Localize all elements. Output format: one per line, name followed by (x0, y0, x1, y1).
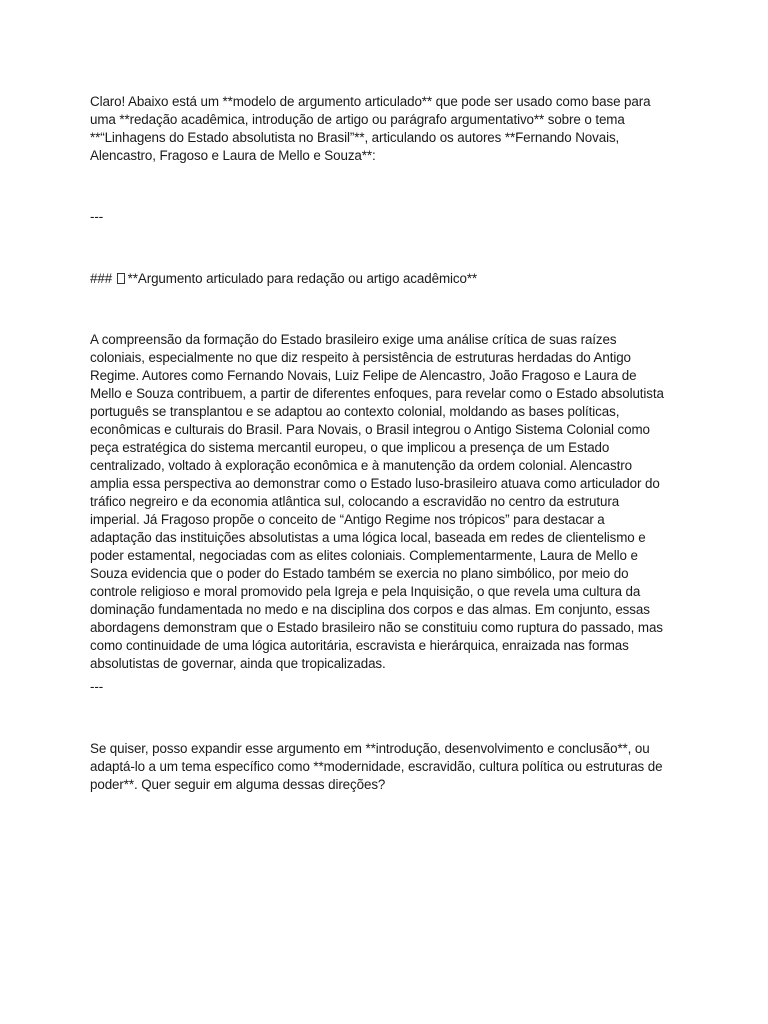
missing-glyph-icon (117, 273, 125, 284)
heading-text: **Argumento articulado para redação ou artigo acadêmico** (127, 271, 478, 286)
section-heading (90, 270, 665, 288)
closing-paragraph: Se quiser, posso expandir esse argumento em **introdução, desenvolvimento e conclusão**, ou adaptá-lo a um tema específico como **modernidade, escravidão, cultura política ou estruturas de poder**. Quer seguir em alguma dessas direções? (90, 741, 663, 792)
separator-line: --- (90, 679, 104, 694)
intro-paragraph: Claro! Abaixo está um **modelo de argumento articulado** que pode ser usado como base para uma **redação acadêmica, introdução de artigo ou parágrafo argumentativo** sobre o tema **“Linhagens do Estado absolutista no Brasil”**, articulando os autores **Fernando Novais, Alencastro, Fragoso e Laura de Mello e Souza**: (90, 94, 651, 163)
separator-line: --- (90, 209, 104, 224)
body-paragraph: A compreensão da formação do Estado brasileiro exige uma análise crítica de suas raízes coloniais, especialmente no que diz respeito à persistência de estruturas herdadas do Antigo Regime. Autores como Fernando Novais, Luiz Felipe de Alencastro, João Fragoso e Laura de Mello e Souza contribuem, a partir de diferentes enfoques, para revelar como o Estado absolutista português se transplantou e se adaptou ao contexto colonial, moldando as bases políticas, econômicas e culturais do Brasil. Para Novais, o Brasil integrou o Antigo Sistema Colonial como peça estratégica do sistema mercantil europeu, o que implicou a presença de um Estado centralizado, voltado à exploração econômica e à manutenção da ordem colonial. Alencastro amplia essa perspectiva ao demonstrar como o Estado luso-brasileiro atuava como articulador do tráfico negreiro e da economia atlântica sul, colocando a escravidão no centro da estrutura imperial. Já Fragoso propõe o conceito de “Antigo Regime nos trópicos” para destacar a adaptação das instituições absolutistas a uma lógica local, baseada em redes de clientelismo e poder estamental, negociadas com as elites coloniais. Complementarmente, Laura de Mello e Souza evidencia que o poder do Estado também se exercia no plano simbólico, por meio do controle religioso e moral promovido pela Igreja e pela Inquisição, o que revela uma cultura da dominação fundamentada no medo e na disciplina dos corpos e das almas. Em conjunto, essas abordagens demonstram que o Estado brasileiro não se constituiu como ruptura do passado, mas como continuidade de uma lógica autoritária, escravista e hierárquica, enraizada nas formas absolutistas de governar, ainda que tropicalizadas. (90, 332, 664, 671)
heading-prefix: ### (90, 271, 113, 286)
